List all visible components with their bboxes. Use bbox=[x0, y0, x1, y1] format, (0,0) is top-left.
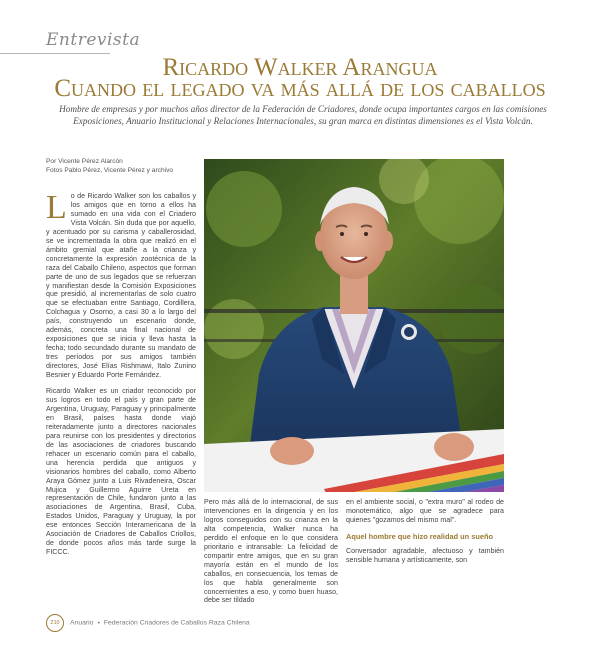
footer-publication: Anuario bbox=[70, 619, 94, 627]
article-title-line-1: Ricardo Walker Arangua bbox=[162, 54, 438, 81]
column-1 bbox=[46, 189, 196, 564]
column-3 bbox=[346, 498, 504, 572]
page-footer bbox=[46, 614, 526, 632]
article-lede: Hombre de empresas y por muchos años director de la Federación de Criadores, donde ocupa importantes cargos en las comisiones Exposiciones, Anuario Institucional y Relaciones Internacionales, su gran marca en distintas dimensiones es el Vista Volcán. bbox=[59, 104, 547, 126]
footer-federation: Federación Criadores de Caballos Raza Chilena bbox=[103, 619, 250, 627]
paragraph-1 bbox=[46, 189, 196, 380]
paragraph-2: Ricardo Walker es un criador reconocido por sus logros en todo el país y gran parte de Argentina, Uruguay, Paraguay y principalmente en Brasil, países hasta donde viajó reiteradamente junto a directores nacionales para reunirse con los presidentes y directorios de las asociaciones de criadores buscando rehacer un escenario común para el caballo, una herencia perdida que antiguos y visionarios hombres del caballo, como Alberto Araya Gómez junto a Luis Rivadeneira, Oscar Mujica y Guillermo Aguirre Ureta en representación de Chile, fundaron junto a las asociaciones de Argentina, Brasil, Cuba, Estados Unidos, Paraguay y Uruguay, la por ese entonces Sección Interamericana de la Asociación de Criadores de Caballos Criollos, de donde pocos años más tarde surge la FICCC. bbox=[46, 387, 196, 557]
drop-cap: L bbox=[46, 189, 67, 226]
author-credit: Por Vicente Pérez Alarcón bbox=[46, 158, 123, 165]
portrait-photo bbox=[204, 159, 504, 492]
page-number-badge bbox=[46, 614, 64, 632]
section-tag: Entrevista bbox=[46, 30, 141, 50]
section-rule bbox=[0, 53, 110, 54]
photo-credit: Fotos Pablo Pérez, Vicente Pérez y archivo bbox=[46, 167, 174, 174]
paragraph-5: Conversador agradable, afectuoso y también sensible humana y artísticamente, son bbox=[346, 546, 504, 564]
page-number: 210 bbox=[50, 620, 60, 626]
footer-separator-dot: • bbox=[97, 619, 100, 627]
credits bbox=[46, 157, 196, 175]
article-title-line-2: Cuando el legado va más allá de los caballos bbox=[54, 75, 546, 102]
paragraph-1-text: o de Ricardo Walker son los caballos y los amigos que en torno a ellos ha sumado en una vida con el Criadero Vista Volcán. Sin duda que por aquello, y acentuado por su carisma y caballerosidad, se ve incrementada la obra que realizó en el ámbito gremial que atañe a la crianza y concretamente la expresión zootécnica de la raza del Caballo Chileno, aspectos que forman parte de uno de sus legados que se refuerzan y manifiestan desde la Comisión Exposiciones que presidió, al incrementarlas de solo cuatro que se efectuaban entre Santiago, Cordillera, Colchagua y Osorno, a casi 30 a lo largo del país, construyendo un escenario donde, además, concreta una final nacional de exposiciones que se inicia y lleva hasta la fecha; todo secundado durante su mandato de tres períodos por sus amigos también directores, José Elías Rishmawi, Italo Zunino Besnier y Eduardo Porte Fernández. bbox=[46, 192, 196, 380]
paragraph-4: en el ambiente social, o "extra muro" al rodeo de monotemático, algo que se agradece para quienes "gozamos del mismo mal". bbox=[346, 498, 504, 524]
paragraph-3: Pero más allá de lo internacional, de sus intervenciones en la dirigencia y en los logros conseguidos con su crianza en la alta competencia, Walker nunca ha perdido el enfoque en lo que considera prioritario e intransable: La felicidad de compartir entre amigos, que en su gran mayoría están en el mundo de los caballos, en consecuencia, los temas de los que habla generalmente son concernientes a eso, y como buen huaso, debe ser tildado bbox=[204, 498, 338, 605]
subheading: Aquel hombre que hizo realidad un sueño bbox=[346, 531, 494, 541]
column-2 bbox=[204, 498, 338, 612]
